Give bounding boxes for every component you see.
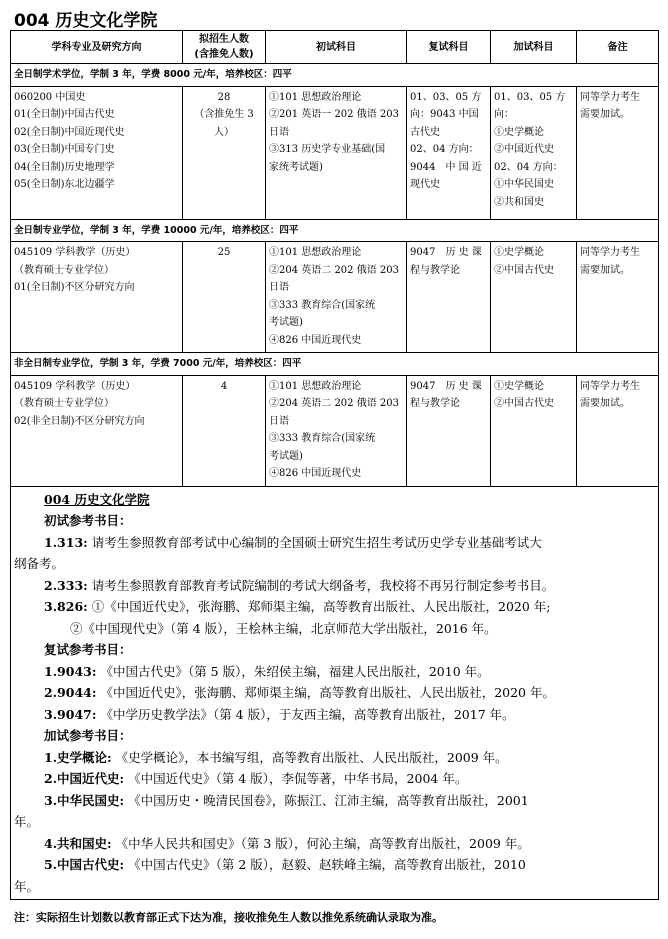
cell-extra xyxy=(491,375,577,486)
cell-retest xyxy=(407,86,491,219)
reference-continuation: 年。 xyxy=(14,878,40,894)
reference-code: 2.9044: xyxy=(44,685,97,700)
reference-code: 3.中华民国史: xyxy=(44,792,125,808)
quota-line: 4 xyxy=(220,380,228,392)
reference-continuation: 纲备考。 xyxy=(14,556,65,571)
prelim-line: 家统考试题) xyxy=(269,161,323,173)
direction-line: 01(全日制)不区分研究方向 xyxy=(14,282,135,293)
prelim-line: ③333 教育综合(国家统 xyxy=(269,433,376,444)
prelim-line: ①101 思想政治理论 xyxy=(269,247,362,258)
direction-line: （教育硕士专业学位） xyxy=(14,398,114,409)
retest-line: 9047 历 史 课 xyxy=(410,380,482,392)
reference-code: 2.333: xyxy=(44,577,88,593)
header-extra: 加试科目 xyxy=(491,31,577,64)
note-line: 同等学力考生 xyxy=(580,380,640,392)
reference-text: 请考生参照教育部教育考试院编制的考试大纲备考，我校将不再另行制定参考书目。 xyxy=(87,577,555,593)
cell-note xyxy=(577,86,659,219)
prelim-line: ②204 英语二 202 俄语 203 xyxy=(269,398,399,409)
references xyxy=(14,489,655,898)
reference-item xyxy=(14,833,655,855)
extra-line: ②中国古代史 xyxy=(494,398,554,409)
prelim-line: ①101 思想政治理论 xyxy=(269,380,362,392)
reference-continuation: 年。 xyxy=(14,814,40,829)
cell-extra xyxy=(491,86,577,219)
cell-retest xyxy=(407,375,491,486)
reference-item xyxy=(14,532,655,554)
section-heading-row xyxy=(11,353,659,376)
section-heading-row xyxy=(11,219,659,242)
program-row xyxy=(11,86,659,219)
extra-line: ①史学概论 xyxy=(494,126,544,138)
prelim-line: ③333 教育综合(国家统 xyxy=(269,299,376,311)
retest-line: 向：9043 中国 xyxy=(410,109,479,120)
retest-ref-heading: 复试参考书目： xyxy=(44,642,132,657)
extra-line: ①史学概论 xyxy=(494,380,544,392)
reference-item xyxy=(14,575,655,597)
prelim-ref-heading: 初试参考书目： xyxy=(44,513,132,528)
cell-direction xyxy=(11,86,183,219)
retest-line: 9044 中 国 近 xyxy=(410,161,482,173)
references-cell xyxy=(11,486,659,900)
direction-line: 01(全日制)中国古代史 xyxy=(14,109,115,120)
reference-continuation: ②《中国现代史》（第 4 版），王桧林主编，北京师范大学出版社，2016 年。 xyxy=(70,620,497,636)
prelim-line: 考试题) xyxy=(269,450,303,462)
cell-prelim xyxy=(266,86,407,219)
header-direction: 学科专业及研究方向 xyxy=(11,31,183,64)
direction-line: 02(全日制)中国近现代史 xyxy=(14,126,125,138)
extra-line: ②共和国史 xyxy=(494,196,544,208)
prelim-line: 日语 xyxy=(269,126,289,138)
section-heading: 非全日制专业学位，学制 3 年，学费 7000 元/年，培养校区：四平 xyxy=(11,353,659,376)
reference-item xyxy=(14,768,655,790)
reference-item xyxy=(14,682,655,704)
reference-item xyxy=(14,704,655,726)
section-heading-row xyxy=(11,64,659,87)
note-line: 需要加试。 xyxy=(580,398,630,409)
reference-text: 《中国古代史》（第 2 版），赵毅、赵轶峰主编，高等教育出版社，2010 xyxy=(124,857,526,872)
note-line: 同等学力考生 xyxy=(580,91,640,103)
header-row xyxy=(11,31,659,64)
prelim-line: 考试题) xyxy=(269,317,303,328)
cell-direction xyxy=(11,242,183,353)
cell-direction xyxy=(11,375,183,486)
direction-line: （教育硕士专业学位） xyxy=(14,264,114,276)
retest-line: 01、03、05 方 xyxy=(410,91,482,103)
reference-text: 《史学概论》，本书编写组，高等教育出版社、人民出版社，2009 年。 xyxy=(111,749,508,765)
reference-item xyxy=(14,661,655,683)
cell-quota xyxy=(183,375,266,486)
direction-line: 05(全日制)东北边疆学 xyxy=(14,179,115,190)
prelim-line: ④826 中国近现代史 xyxy=(269,334,362,346)
header-prelim: 初试科目 xyxy=(266,31,407,64)
header-quota xyxy=(183,31,266,64)
prelim-line: ③313 历史学专业基础(国 xyxy=(269,144,386,155)
reference-code: 3.9047: xyxy=(44,706,97,722)
prelim-line: ①101 思想政治理论 xyxy=(269,91,362,103)
reference-code: 1.史学概论: xyxy=(44,749,112,765)
retest-line: 程与教学论 xyxy=(410,264,460,276)
direction-line: 02(非全日制)不区分研究方向 xyxy=(14,415,145,427)
reference-text: 《中国历史・晚清民国卷》，陈振江、江沛主编，高等教育出版社，2001 xyxy=(124,792,529,808)
cell-note xyxy=(577,375,659,486)
footnote: 注：实际招生计划数以教育部正式下达为准，接收推免生人数以推免系统确认录取为准。 xyxy=(14,911,443,924)
cell-retest xyxy=(407,242,491,353)
prelim-line: ②201 英语一 202 俄语 203 xyxy=(269,109,399,120)
header-retest: 复试科目 xyxy=(407,31,491,64)
quota-line: 25 xyxy=(217,247,231,258)
extra-line: 向： xyxy=(494,109,514,120)
retest-line: 现代史 xyxy=(410,179,440,190)
retest-line: 02、04 方向： xyxy=(410,144,479,155)
header-note: 备注 xyxy=(577,31,659,64)
prelim-line: ④826 中国近现代史 xyxy=(269,468,362,479)
header-quota-line2: (含推免人数) xyxy=(194,49,254,60)
reference-text: 《中国古代史》（第 5 版），朱绍侯主编，福建人民出版社，2010 年。 xyxy=(96,663,490,679)
retest-line: 9047 历 史 课 xyxy=(410,247,482,258)
direction-line: 060200 中国史 xyxy=(14,91,86,103)
reference-text: 《中华人民共和国史》（第 3 版），何沁主编，高等教育出版社，2009 年。 xyxy=(111,835,530,851)
references-row xyxy=(11,486,659,900)
direction-line: 03(全日制)中国专门史 xyxy=(14,144,115,155)
reference-item xyxy=(14,854,655,876)
admissions-table xyxy=(10,30,659,900)
reference-text: 《中国近代史》（第 4 版），李侃等著，中华书局，2004 年。 xyxy=(124,771,468,786)
prelim-line: 日语 xyxy=(269,282,289,293)
retest-line: 程与教学论 xyxy=(410,398,460,409)
reference-code: 1.313: xyxy=(44,534,88,550)
cell-note xyxy=(577,242,659,353)
reference-text: 请考生参照教育部考试中心编制的全国硕士研究生招生考试历史学专业基础考试大 xyxy=(87,534,542,550)
reference-code: 2.中国近代史: xyxy=(44,771,125,786)
note-line: 需要加试。 xyxy=(580,109,630,120)
extra-line: ①史学概论 xyxy=(494,247,544,258)
reference-item xyxy=(14,596,655,618)
quota-line: 28 xyxy=(217,91,231,103)
reference-code: 5.中国古代史: xyxy=(44,857,125,872)
program-row xyxy=(11,375,659,486)
program-row xyxy=(11,242,659,353)
reference-item xyxy=(14,747,655,769)
reference-code: 4.共和国史: xyxy=(44,835,112,851)
reference-item xyxy=(14,790,655,812)
extra-line: ②中国近代史 xyxy=(494,144,554,155)
quota-line: 人） xyxy=(214,126,234,138)
section-heading: 全日制学术学位，学制 3 年，学费 8000 元/年，培养校区：四平 xyxy=(11,64,659,87)
extra-line: 01、03、05 方 xyxy=(494,91,566,103)
cell-prelim xyxy=(266,242,407,353)
header-quota-line1: 拟招生人数 xyxy=(199,34,249,45)
reference-text: 《中学历史教学法》（第 4 版），于友西主编，高等教育出版社，2017 年。 xyxy=(96,706,515,722)
cell-quota xyxy=(183,86,266,219)
direction-line: 04(全日制)历史地理学 xyxy=(14,161,115,173)
reference-code: 1.9043: xyxy=(44,663,97,679)
prelim-line: 日语 xyxy=(269,415,289,427)
reference-text: 《中国近代史》，张海鹏、郑师渠主编，高等教育出版社、人民出版社，2020 年。 xyxy=(96,685,555,700)
quota-line: （含推免生 3 xyxy=(194,109,254,120)
extra-line: ①中华民国史 xyxy=(494,179,554,190)
cell-extra xyxy=(491,242,577,353)
direction-line: 045109 学科教学（历史） xyxy=(14,247,136,258)
prelim-line: ②204 英语二 202 俄语 203 xyxy=(269,264,399,276)
section-heading: 全日制专业学位，学制 3 年，学费 10000 元/年，培养校区：四平 xyxy=(11,219,659,242)
cell-quota xyxy=(183,242,266,353)
retest-line: 古代史 xyxy=(410,126,440,138)
references-title: 004 历史文化学院 xyxy=(44,491,150,507)
note-line: 需要加试。 xyxy=(580,264,630,276)
reference-code: 3.826: xyxy=(44,599,88,614)
extra-line: 02、04 方向： xyxy=(494,161,563,173)
extra-ref-heading: 加试参考书目： xyxy=(44,728,132,743)
reference-text: ①《中国近代史》，张海鹏、郑师渠主编，高等教育出版社、人民出版社，2020 年; xyxy=(87,599,551,614)
note-line: 同等学力考生 xyxy=(580,247,640,258)
cell-prelim xyxy=(266,375,407,486)
extra-line: ②中国古代史 xyxy=(494,264,554,276)
page-title: 004 历史文化学院 xyxy=(14,11,158,31)
direction-line: 045109 学科教学（历史） xyxy=(14,380,136,392)
